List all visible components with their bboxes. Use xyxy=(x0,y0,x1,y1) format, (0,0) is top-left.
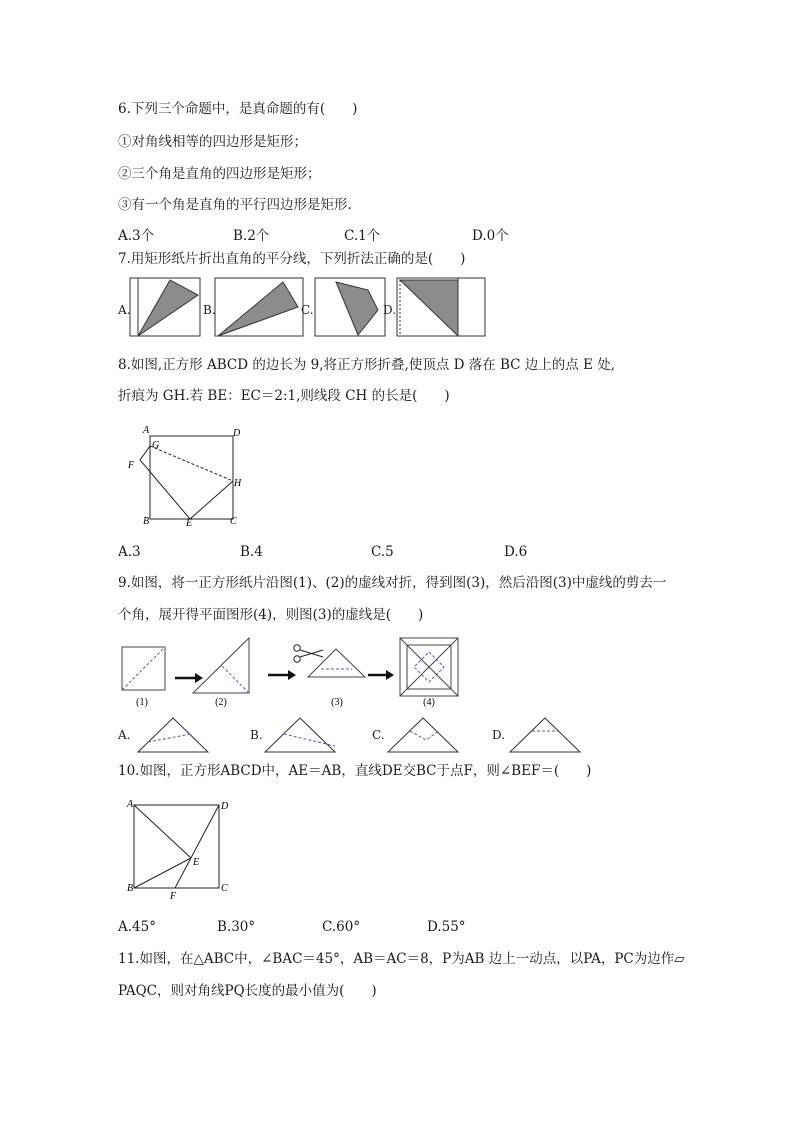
q9-option-figures xyxy=(130,712,590,756)
q10-label-c: C xyxy=(221,883,228,894)
q11-stem-line1: 11.如图，在△ABC中，∠BAC＝45°，AB＝AC＝8，P为AB 边上一动点，以PA，PC为边作▱ xyxy=(118,951,685,967)
q10-label-e: E xyxy=(193,857,200,868)
q8-label-a: A xyxy=(143,425,150,436)
q6-option-a: A.3个 xyxy=(118,228,155,244)
q8-stem-line1: 8.如图,正方形 ABCD 的边长为 9,将正方形折叠,使顶点 D 落在 BC 边上的点 E 处, xyxy=(118,357,616,373)
q8-figure xyxy=(125,420,255,530)
q10-option-d: D.55° xyxy=(427,919,466,935)
q8-label-c: C xyxy=(230,516,237,527)
q6-item-2: ②三个角是直角的四边形是矩形； xyxy=(118,166,321,182)
q10-option-b: B.30° xyxy=(217,919,256,935)
q6-option-b: B.2个 xyxy=(233,228,270,244)
q7-stem: 7.用矩形纸片折出直角的平分线，下列折法正确的是( ) xyxy=(118,251,466,267)
q8-option-b: B.4 xyxy=(240,544,263,560)
q10-option-a: A.45° xyxy=(118,919,156,935)
q7-option-c: C. xyxy=(301,303,314,317)
q8-option-a: A.3 xyxy=(118,544,141,560)
q10-option-c: C.60° xyxy=(322,919,361,935)
q9-fig-label-4: (4) xyxy=(423,697,435,708)
q7-figure-d xyxy=(397,278,485,336)
q10-label-a: A xyxy=(127,799,134,810)
q9-option-a: A. xyxy=(118,728,131,742)
q10-label-d: D xyxy=(221,801,229,812)
q9-stem-line2: 个角，展开得平面图形(4)，则图(3)的虚线是( ) xyxy=(118,607,424,623)
q7-figure-b xyxy=(215,278,303,336)
q6-option-c: C.1个 xyxy=(344,228,381,244)
q7-option-b: B. xyxy=(203,303,216,317)
q9-option-c: C. xyxy=(372,728,385,742)
q8-stem-line2: 折痕为 GH.若 BE：EC＝2:1,则线段 CH 的长是( ) xyxy=(118,388,450,404)
q6-item-1: ①对角线相等的四边形是矩形； xyxy=(118,134,307,150)
q8-label-e: E xyxy=(186,518,193,529)
q9-fig-label-2: (2) xyxy=(215,697,227,708)
q7-figures xyxy=(118,275,498,341)
q9-fig-label-1: (1) xyxy=(136,697,148,708)
q7-option-a: A. xyxy=(118,303,131,317)
q9-sequence-figure xyxy=(115,633,475,713)
scissors-icon xyxy=(294,645,323,662)
q8-option-d: D.6 xyxy=(504,544,528,560)
q10-figure xyxy=(122,795,242,905)
q9-fig-label-3: (3) xyxy=(331,697,343,708)
q8-label-d: D xyxy=(233,428,241,439)
q10-label-b: B xyxy=(127,883,134,894)
q7-figure-c xyxy=(315,278,385,336)
q8-label-f: F xyxy=(128,460,135,471)
q7-option-d: D. xyxy=(383,303,397,317)
q10-label-f: F xyxy=(170,891,177,902)
q6-option-d: D.0个 xyxy=(472,228,509,244)
q9-option-b: B. xyxy=(250,728,263,742)
q8-option-c: C.5 xyxy=(371,544,394,560)
q6-stem: 6.下列三个命题中，是真命题的有( ) xyxy=(118,101,358,117)
q9-option-d: D. xyxy=(492,728,506,742)
q8-label-g: G xyxy=(152,440,160,451)
q7-figure-a xyxy=(130,278,200,336)
q10-stem: 10.如图，正方形ABCD中，AE＝AB，直线DE交BC于点F，则∠BEF＝( ) xyxy=(118,763,592,779)
q9-stem-line1: 9.如图，将一正方形纸片沿图(1)、(2)的虚线对折，得到图(3)，然后沿图(3)中虚线的剪去一 xyxy=(118,575,667,591)
q6-item-3: ③有一个角是直角的平行四边形是矩形. xyxy=(118,197,352,213)
q8-label-h: H xyxy=(234,478,242,489)
q11-stem-line2: PAQC，则对角线PQ长度的最小值为( ) xyxy=(118,983,377,999)
q8-label-b: B xyxy=(143,516,150,527)
